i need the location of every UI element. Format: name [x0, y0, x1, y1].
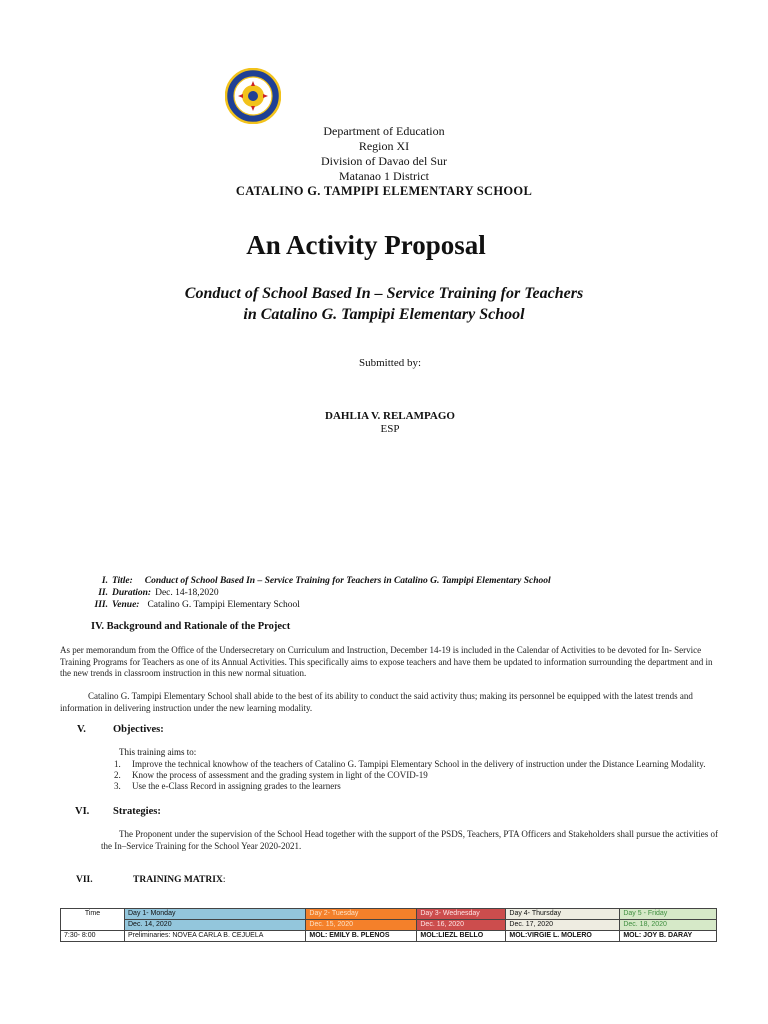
section-5-heading: Objectives:	[113, 724, 164, 735]
letterhead	[0, 124, 768, 199]
info-label: Duration:	[112, 588, 152, 598]
date-cell-monday: Dec. 14, 2020	[125, 920, 306, 931]
info-label: Title:	[112, 576, 133, 586]
section-7-number: VII.	[76, 875, 93, 885]
section-7-colon: :	[222, 875, 226, 885]
time-cell: 7:30- 8:00	[61, 931, 125, 942]
date-cell-thursday: Dec. 17, 2020	[506, 920, 620, 931]
schedule-cell-tuesday: MOL: EMILY B. PLENOS	[306, 931, 417, 942]
subtitle-line-1: Conduct of School Based In – Service Training for Teachers	[184, 285, 584, 302]
section-7-title: TRAINING MATRIX	[133, 875, 223, 885]
info-value: Dec. 14-18,2020	[155, 588, 219, 598]
objectives-intro: This training aims to:	[119, 747, 197, 757]
info-row-title	[80, 575, 551, 587]
author-block	[0, 410, 768, 436]
info-number: II.	[98, 588, 108, 598]
school-name: CATALINO G. TAMPIPI ELEMENTARY SCHOOL	[235, 184, 533, 198]
objective-text: Know the process of assessment and the grading system in light of the COVID-19	[132, 770, 428, 780]
schedule-cell-monday: Preliminaries: NOVEA CARLA B. CEJUELA	[125, 931, 306, 942]
day-header-thursday: Day 4- Thursday	[506, 909, 620, 920]
info-row-venue	[80, 599, 551, 611]
date-cell-friday: Dec. 18, 2020	[620, 920, 717, 931]
table-row-dates	[61, 920, 717, 931]
objective-number: 3.	[114, 781, 121, 791]
objective-item	[114, 770, 714, 781]
department-line: Department of Education	[323, 124, 445, 138]
section-4-heading: IV. Background and Rationale of the Project	[91, 621, 291, 632]
schedule-cell-wednesday: MOL:LIEZL BELLO	[417, 931, 506, 942]
section-4-paragraph-1: As per memorandum from the Office of the Undersecretary on Curriculum and Instruction, December 14-19 is included in the Calendar of Activities to be devoted for In- Service Training Programs for Teachers as one of its Annual Activities. This specifically aims to expose teachers and have them be updated to information surrounding the department and in the new trends in classroom instruction in this new normal situation.	[60, 645, 713, 678]
training-matrix-table	[60, 908, 717, 942]
schedule-cell-friday: MOL: JOY B. DARAY	[620, 931, 717, 942]
date-cell-tuesday: Dec. 15, 2020	[306, 920, 417, 931]
section-7-heading	[133, 875, 225, 885]
objective-item	[114, 759, 714, 770]
objective-text: Improve the technical knowhow of the teachers of Catalino G. Tampipi Elementary School in the delivery of instruction under the Distance Learning Modality.	[132, 759, 706, 769]
section-6-heading: Strategies:	[113, 806, 161, 817]
day-header-wednesday: Day 3- Wednesday	[417, 909, 506, 920]
submitted-by-label: Submitted by:	[358, 357, 422, 369]
date-cell-wednesday: Dec. 16, 2020	[417, 920, 506, 931]
objective-item	[114, 781, 714, 792]
day-header-friday: Day 5 - Friday	[620, 909, 717, 920]
section-6-number: VI.	[75, 806, 90, 817]
time-header-cell: Time	[61, 909, 125, 931]
proposal-info	[80, 575, 551, 611]
section-6-paragraph: The Proponent under the supervision of the School Head together with the support of the PSDS, Teachers, PTA Officers and Stakeholders shall pursue the activities of the In–Service Training for the School Year 2020-2021.	[101, 829, 718, 851]
district-line: Matanao 1 District	[339, 169, 429, 183]
document-subtitle	[0, 283, 768, 325]
table-row-days	[61, 909, 717, 920]
section-5-number: V.	[77, 724, 86, 735]
objective-text: Use the e-Class Record in assigning grades to the learners	[132, 781, 341, 791]
division-line: Division of Davao del Sur	[321, 154, 447, 168]
section-4-paragraph-2: Catalino G. Tampipi Elementary School shall abide to the best of its ability to conduct the said activity thus; making its personnel be equipped with the latest trends and information in delivering instruction under the new learning modality.	[60, 691, 693, 713]
document-title: An Activity Proposal	[246, 230, 486, 260]
day-header-monday: Day 1- Monday	[125, 909, 306, 920]
info-value: Catalino G. Tampipi Elementary School	[147, 600, 300, 610]
author-role: ESP	[380, 423, 400, 435]
info-number: III.	[94, 600, 108, 610]
subtitle-line-2: in Catalino G. Tampipi Elementary School	[243, 306, 525, 323]
objectives-list	[114, 759, 714, 792]
table-row	[61, 931, 717, 942]
region-line: Region XI	[358, 139, 410, 153]
info-label: Venue:	[112, 600, 140, 610]
objective-number: 2.	[114, 770, 121, 780]
info-value: Conduct of School Based In – Service Training for Teachers in Catalino G. Tampipi Elementary School	[144, 576, 551, 586]
day-header-tuesday: Day 2- Tuesday	[306, 909, 417, 920]
schedule-cell-thursday: MOL:VIRGIE L. MOLERO	[506, 931, 620, 942]
deped-seal-logo	[225, 68, 281, 124]
info-number: I.	[101, 576, 108, 586]
author-name: DAHLIA V. RELAMPAGO	[325, 410, 455, 422]
objective-number: 1.	[114, 759, 121, 769]
info-row-duration	[80, 587, 551, 599]
